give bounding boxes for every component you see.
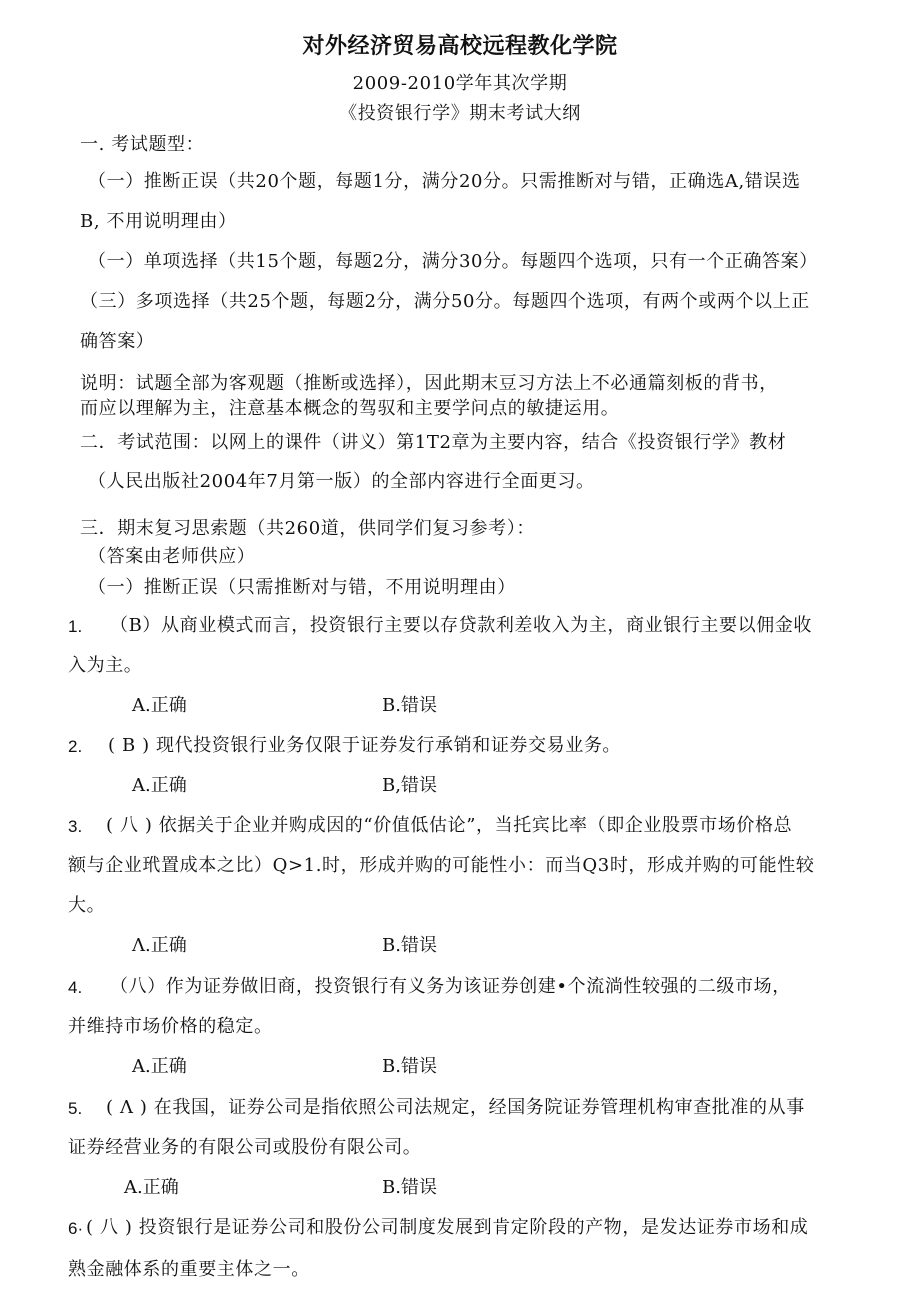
question-number: 5. — [68, 1099, 83, 1118]
option-b: B.错误 — [382, 1177, 437, 1198]
question-number: 6· — [68, 1219, 84, 1238]
document-title: 对外经济贸易高校远程教化学院 — [302, 34, 618, 59]
term-line: 2009-2010学年其次学期 — [352, 73, 568, 94]
option-b: B.错误 — [382, 935, 437, 956]
section1-note-line2: 而应以理解为主，注意基本概念的驾驭和主要学问点的敏捷运用。 — [80, 398, 620, 419]
question-line: ( 八 ) 依据关于企业并购成因的“价值低估论”，当托宾比率（即企业股票市场价格总 — [106, 815, 793, 836]
question-number: 4. — [68, 978, 83, 997]
document-subtitle: 《投资银行学》期末考试大纲 — [339, 103, 581, 124]
question-line: ( Λ ) 在我国，证券公司是指依照公司法规定，经国务院证券管理机构审查批准的从事 — [106, 1097, 805, 1118]
section1-item1-line2: B, 不用说明理由） — [80, 211, 237, 232]
option-a: Λ.正确 — [132, 935, 187, 956]
option-b: B,错误 — [382, 775, 437, 796]
section3-sub-heading: （一）推断正误（只需推断对与错，不用说明理由） — [88, 577, 516, 598]
question-line: 入为主。 — [68, 655, 143, 676]
question-line: ( 八 ) 投资银行是证券公司和股份公司制度发展到肯定阶段的产物，是发达证券市场和成 — [86, 1217, 809, 1238]
question-line: 大。 — [68, 895, 106, 916]
question-line: 额与企业玳置成本之比）Q>1.时，形成并购的可能性小：而当Q3时，形成并购的可能性较 — [68, 855, 815, 876]
option-b: B.错误 — [382, 1056, 437, 1077]
question-line: 熟金融体系的重要主体之一。 — [68, 1259, 310, 1280]
question-line: （B）从商业模式而言，投资银行主要以存贷款利差收入为主，商业银行主要以佣金收 — [110, 615, 813, 636]
option-a: A.正确 — [132, 775, 187, 796]
question-line: 并维持市场价格的稳定。 — [68, 1016, 273, 1037]
question-line: ( B ) 现代投资银行业务仅限于证券发行承销和证券交易业务。 — [108, 735, 622, 756]
section1-item3-line1: （三）多项选择（共25个题，每题2分，满分50分。每题四个选项，有两个或两个以上正 — [80, 291, 810, 312]
section1-item3-line2: 确答案） — [80, 331, 155, 352]
question-number: 1. — [68, 617, 83, 636]
section3-answer-note: （答案由老师供应） — [88, 546, 256, 567]
option-a: A.正确 — [132, 1056, 187, 1077]
section2-line1: 二．考试范围：以网上的课件（讲义）第1T2章为主要内容，结合《投资银行学》教材 — [80, 432, 787, 453]
question-number: 2. — [68, 737, 83, 756]
section1-heading: 一. 考试题型： — [80, 134, 205, 155]
section3-heading: 三．期末复习思索题（共260道，供同学们复习参考）： — [80, 518, 535, 539]
option-b: B.错误 — [382, 695, 437, 716]
section1-item2: （一）单项选择（共15个题，每题2分，满分30分。每题四个选项，只有一个正确答案） — [88, 251, 818, 272]
question-line: 证券经营业务的有限公司或股份有限公司。 — [68, 1137, 422, 1158]
question-number: 3. — [68, 817, 83, 836]
option-a: A.正确 — [124, 1177, 179, 1198]
section1-note-line1: 说明：试题全部为客观题（推断或选择），因此期末豆习方法上不必通篇刻板的背书， — [80, 373, 778, 394]
section1-item1-line1: （一）推断正误（共20个题，每题1分，满分20分。只需推断对与错，正确选A,错误选 — [88, 171, 801, 192]
question-line: （八）作为证券做旧商，投资银行有义务为该证券创建•个流淌性较强的二级市场， — [110, 976, 791, 997]
option-a: A.正确 — [132, 695, 187, 716]
section2-line2: （人民出版社2004年7月第一版）的全部内容进行全面更习。 — [88, 471, 595, 492]
